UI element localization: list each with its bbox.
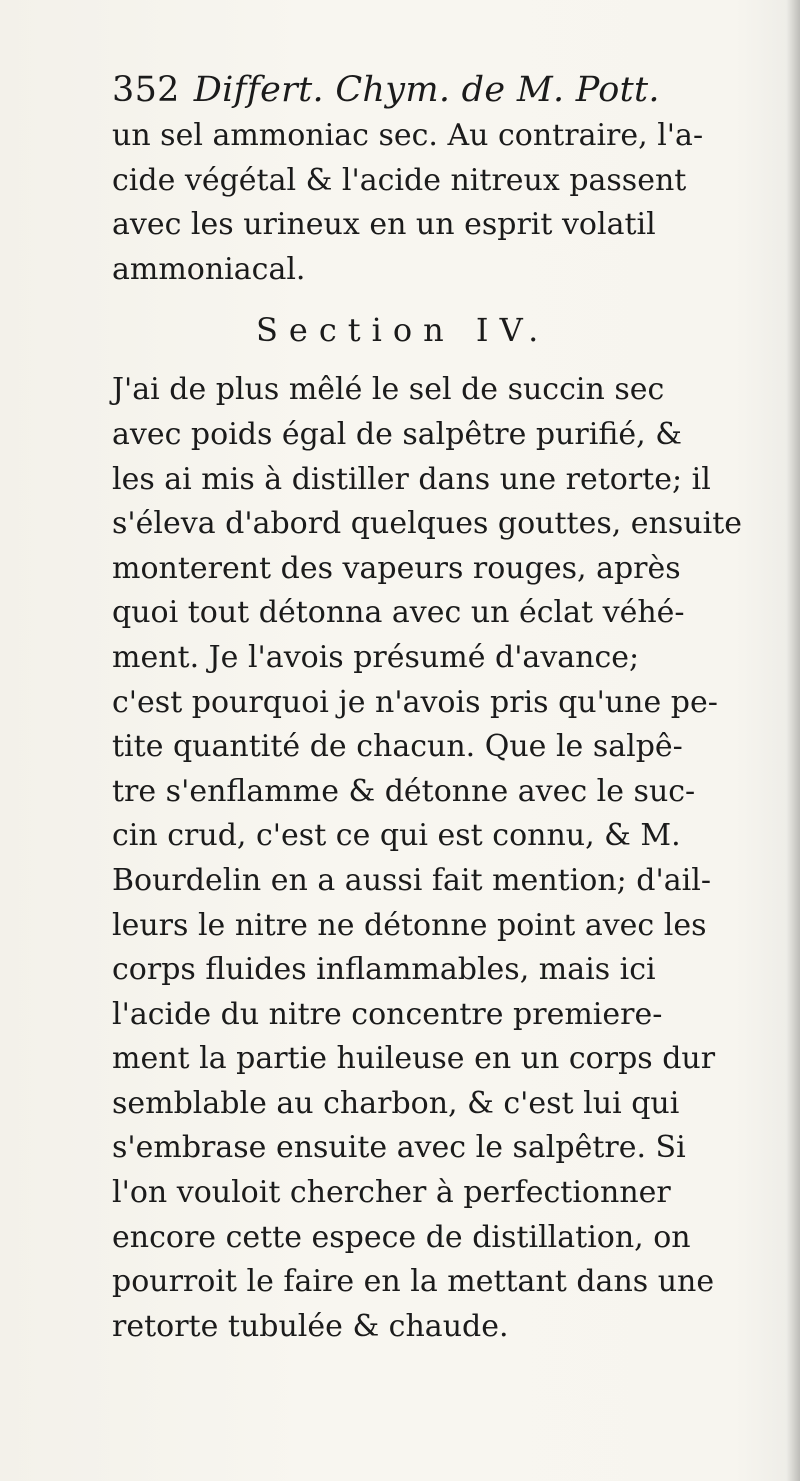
text-line: l'acide du nitre concentre premiere- <box>112 996 663 1032</box>
page-number: 352 <box>112 70 180 110</box>
paragraph-1 <box>112 114 772 292</box>
text-line: avec les urineux en un esprit volatil <box>112 207 656 243</box>
text-line: les ai mis à distiller dans une retorte; il <box>112 461 711 497</box>
text-line: retorte tubulée & chaude. <box>112 1308 509 1344</box>
text-line: s'embrase ensuite avec le salpêtre. Si <box>112 1130 686 1166</box>
text-line: Bourdelin en a aussi fait mention; d'ail- <box>112 862 711 898</box>
paragraph-2 <box>112 368 772 1349</box>
text-line: ammoniacal. <box>112 251 306 287</box>
text-line: encore cette espece de distillation, on <box>112 1219 691 1255</box>
running-title: Differt. Chym. de M. Pott. <box>193 70 660 110</box>
text-line: l'on vouloit chercher à perfectionner <box>112 1175 671 1211</box>
text-line: c'est pourquoi je n'avois pris qu'une pe- <box>112 684 718 720</box>
text-block <box>112 66 772 1349</box>
text-line: cin crud, c'est ce qui est connu, & M. <box>112 818 681 854</box>
running-head <box>112 66 772 114</box>
text-line: semblable au charbon, & c'est lui qui <box>112 1085 680 1121</box>
text-line: monterent des vapeurs rouges, après <box>112 550 681 586</box>
text-line: quoi tout détonna avec un éclat véhé- <box>112 595 685 631</box>
page-edge-shadow <box>786 0 800 1481</box>
section-heading: Section IV. <box>256 311 550 350</box>
text-line: leurs le nitre ne détonne point avec les <box>112 907 707 943</box>
text-line: un sel ammoniac sec. Au contraire, l'a- <box>112 118 704 153</box>
text-line: tre s'enflamme & détonne avec le suc- <box>112 773 696 809</box>
text-line: avec poids égal de salpêtre purifié, & <box>112 416 682 452</box>
text-line: ment. Je l'avois présumé d'avance; <box>112 639 640 675</box>
text-line: ment la partie huileuse en un corps dur <box>112 1041 716 1077</box>
text-line: s'éleva d'abord quelques gouttes, ensuite <box>112 506 742 542</box>
text-line: cide végétal & l'acide nitreux passent <box>112 162 687 198</box>
text-line: corps fluides inflammables, mais ici <box>112 952 656 988</box>
text-line: tite quantité de chacun. Que le salpê- <box>112 729 683 765</box>
text-line: J'ai de plus mêlé le sel de succin sec <box>112 372 665 408</box>
text-line: pourroit le faire en la mettant dans une <box>112 1264 715 1300</box>
